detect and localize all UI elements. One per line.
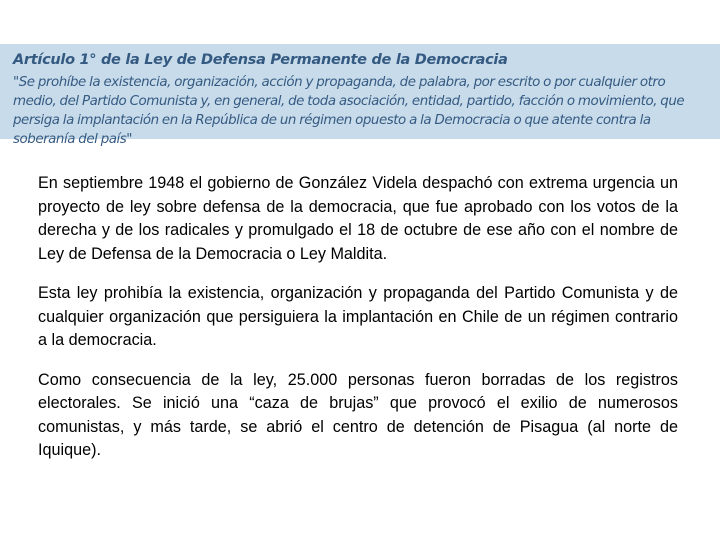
paragraph-1: En septiembre 1948 el gobierno de González Videla despachó con extrema urgencia un proyecto de ley sobre defensa de la democracia, que fue aprobado con los votos de la derecha y de los radicales y promulgado el 18 de octubre de ese año con el nombre de Ley de Defensa de la Democracia o Ley Maldita. (38, 174, 678, 263)
paragraph-2: Esta ley prohibía la existencia, organización y propaganda del Partido Comunista y de cualquier organización que persiguiera la implantación en Chile de un régimen contrario a la democracia. (38, 284, 678, 349)
law-quote-box (0, 44, 720, 147)
paragraph-3: Como consecuencia de la ley, 25.000 personas fueron borradas de los registros electorales. Se inició una “caza de brujas” que provocó el exilio de numerosos comunistas, y más tarde, se abrió el centro de detención de Pisagua (al norte de Iquique). (38, 370, 678, 459)
quote-title: Artículo 1° de la Ley de Defensa Permanente de la Democracia (13, 52, 508, 68)
quote-text: "Se prohíbe la existencia, organización, acción y propaganda, de palabra, por escrito o por cualquier otro medio, del Partido Comunista y, en general, de toda asociación, entidad, partido, facción o movimiento, que persiga la implantación en la República de un régimen opuesto a la Democracia o que atente contra la soberanía del país" (13, 75, 685, 147)
body-text (38, 172, 678, 479)
